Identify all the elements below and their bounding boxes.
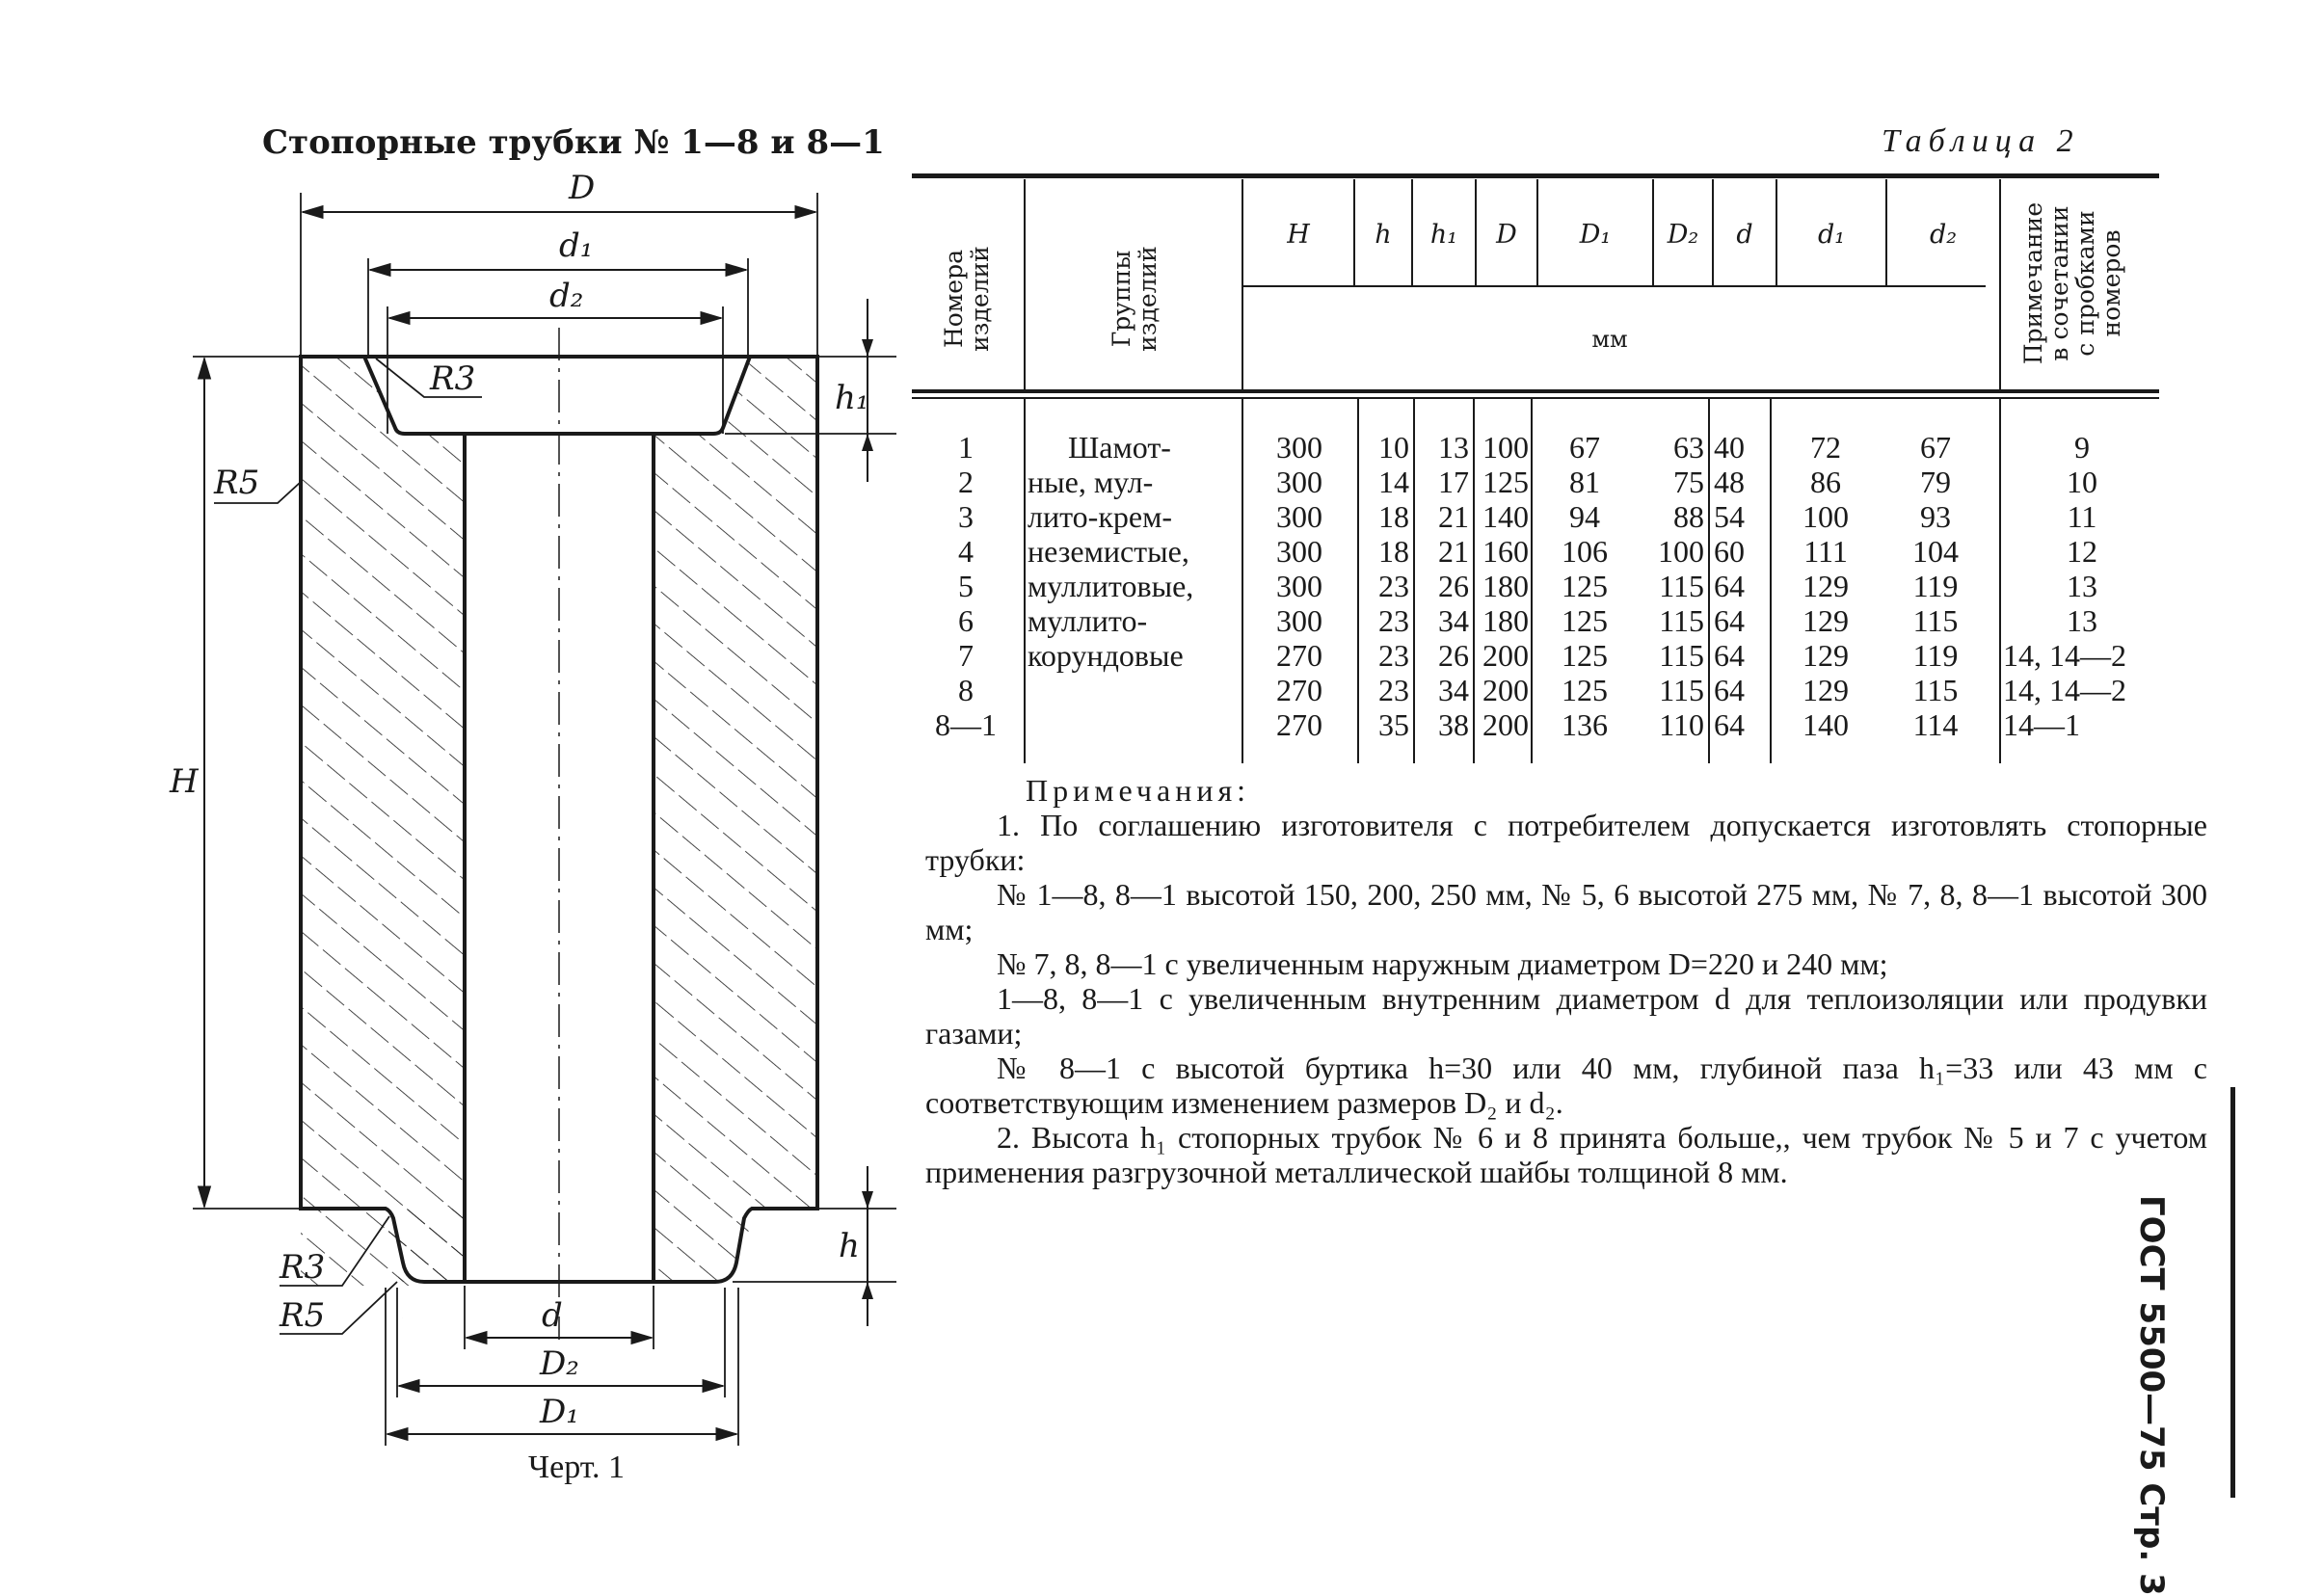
note-paragraph: 1—8, 8—1 с увеличенным внутренним диаметром d для теплоизоляции или продувки газами; [925, 981, 2207, 1051]
header-h1: h₁ [1429, 220, 1458, 250]
header-unit: мм [1591, 326, 1628, 353]
label-R5-top: R5 [214, 464, 260, 502]
side-rule [2230, 1087, 2235, 1498]
header-d2: d₂ [1929, 220, 1958, 250]
standard-page-label: ГОСТ 5500—75 Стр. 3 [2132, 1195, 2171, 1596]
header-H: H [1287, 220, 1310, 250]
col-d1: 72 86 100 111 129 129 129 129 140 [1802, 430, 1849, 742]
group-line: неземистые, [1028, 534, 1189, 569]
figure-title: Стопорные трубки № 1—8 и 8—1 [262, 123, 885, 162]
header-note: Примечание в сочетании с пробками номеров [2019, 201, 2125, 365]
label-d1: d₁ [559, 226, 594, 265]
label-d2: d₂ [549, 277, 584, 315]
table-cell: 1 [958, 430, 974, 465]
label-D1: D₁ [540, 1393, 579, 1431]
label-d: d [542, 1296, 563, 1335]
right-wall-section [654, 357, 817, 1282]
table-cell: 6 [958, 603, 974, 638]
table-unit-rule [1243, 285, 1986, 287]
table-cell: 8—1 [935, 707, 997, 742]
table-cell: 8 [958, 673, 974, 707]
col-note: 9 10 11 12 13 13 14, 14—2 14, 14—2 14—1 [2003, 430, 2126, 742]
notes-section [925, 773, 2207, 1189]
col-D2: 63 75 88 100 115 115 115 115 110 [1658, 430, 1704, 742]
group-line: корундовые [1028, 638, 1184, 673]
header-D: D [1496, 220, 1517, 250]
note-paragraph: № 8—1 с высотой буртика h=30 или 40 мм, глубиной паза h₁=33 или 43 мм с соответствующим изменением размеров D₂ и d₂. [925, 1051, 2207, 1120]
notes-heading: Примечания: [1026, 773, 1251, 808]
label-R3-top: R3 [430, 359, 476, 398]
note-paragraph: 1. По соглашению изготовителя с потребителем допускается изготовлять стопорные трубки: [925, 808, 2207, 877]
header-numbers: Номера изделий [940, 246, 994, 352]
note-paragraph: № 1—8, 8—1 высотой 150, 200, 250 мм, № 5, 6 высотой 275 мм, № 7, 8, 8—1 высотой 300 мм; [925, 877, 2207, 946]
table-cell: 2 [958, 465, 974, 499]
group-line: лито-крем- [1028, 499, 1172, 534]
table-header-rule [912, 389, 2159, 393]
col-D1: 67 81 94 106 125 125 125 125 136 [1562, 430, 1608, 742]
figure-caption: Черт. 1 [528, 1450, 626, 1485]
col-d: 40 48 54 60 64 64 64 64 64 [1714, 430, 1745, 742]
label-R3-bottom: R3 [280, 1248, 326, 1287]
group-line: муллито- [1028, 603, 1148, 638]
table-cell: 4 [958, 534, 974, 569]
header-D2: D₂ [1667, 220, 1699, 250]
header-d1: d₁ [1817, 220, 1846, 250]
group-line: Шамот- [1068, 430, 1171, 465]
header-D1: D₁ [1579, 220, 1612, 250]
col-groups [1028, 430, 1240, 673]
note-paragraph: 2. Высота h₁ стопорных трубок № 6 и 8 принята больше,, чем трубок № 5 и 7 с учетом применения разгрузочной металлической шайбы толщиной 8 мм. [925, 1120, 2207, 1189]
note-paragraph: № 7, 8, 8—1 с увеличенным наружным диаметром D=220 и 240 мм; [997, 946, 1888, 981]
col-h1: 13 17 21 21 26 34 26 34 38 [1438, 430, 1469, 742]
col-numbers [912, 430, 1020, 742]
left-wall-section [301, 357, 465, 1318]
header-groups: Группы изделий [1108, 246, 1162, 352]
col-h: 10 14 18 18 23 23 23 23 35 [1378, 430, 1409, 742]
label-D: D [569, 169, 596, 207]
col-D: 100 125 140 160 180 180 200 200 200 [1482, 430, 1529, 742]
label-h1: h₁ [835, 379, 869, 417]
header-h: h [1375, 220, 1392, 250]
label-H: H [170, 762, 199, 801]
tube-drawing [0, 0, 925, 1533]
group-line: муллитовые, [1028, 569, 1194, 603]
table-cell: 7 [958, 638, 974, 673]
table-header-rule-2 [912, 397, 2159, 399]
label-R5-bottom: R5 [280, 1296, 326, 1335]
header-d: d [1736, 220, 1753, 250]
col-d2: 67 79 93 104 119 115 119 115 114 [1912, 430, 1959, 742]
table-cell: 5 [958, 569, 974, 603]
table-cell: 3 [958, 499, 974, 534]
group-line: ные, мул- [1028, 465, 1154, 499]
col-H: 300 300 300 300 300 300 270 270 270 [1276, 430, 1322, 742]
label-h: h [839, 1227, 860, 1265]
table-top-rule [912, 173, 2159, 178]
label-D2: D₂ [540, 1344, 579, 1383]
table-caption: Таблица 2 [1882, 123, 2080, 159]
